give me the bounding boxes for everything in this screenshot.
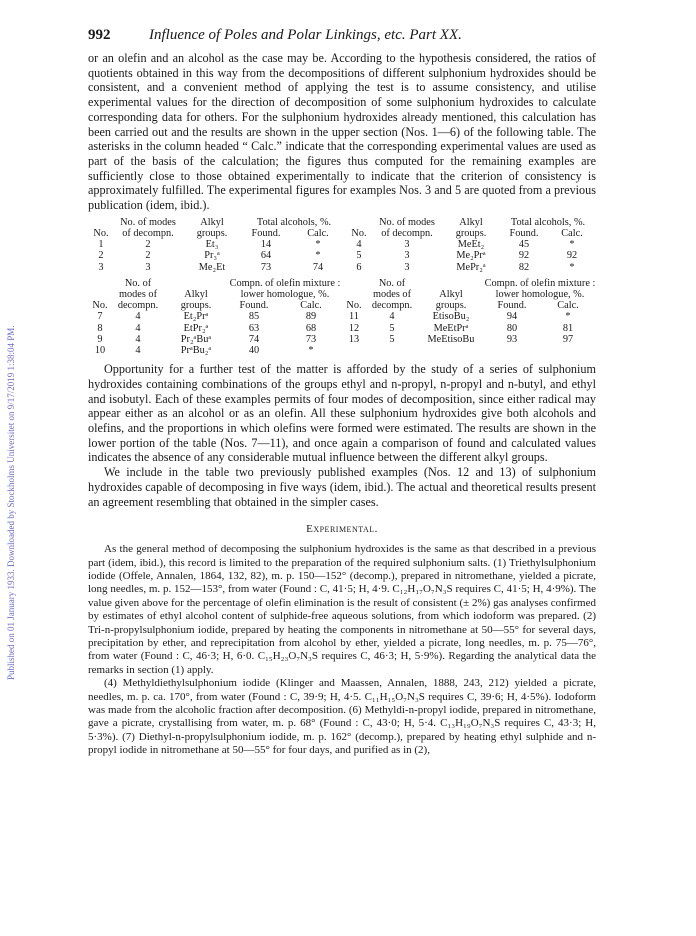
side-note <box>6 200 20 680</box>
page-header <box>78 27 598 47</box>
table-cell: 6 <box>356 261 362 273</box>
table-cell: 3 <box>145 261 151 273</box>
table-cell <box>484 345 540 356</box>
table-cell: 2 <box>145 250 151 262</box>
table-cell: 2 <box>98 250 104 262</box>
table-cell: 73 <box>305 333 317 345</box>
paragraph-2: Opportunity for a further test of the matter is afforded by the study of a series of sulphonium hydroxides containing combinations of the groups ethyl and n-propyl, n-propyl and n-butyl, and ethyl and isobutyl. Each of these examples permits of four modes of decomposition, since either radical may appear either as an alcohol or as an olefin. All these sulphonium hydroxides give both alcohols and olefins, and the proportions in which olefins were formed were estimated. The results are shown in the lower portion of the table (Nos. 7—11), and once again a comparison of found and calculated values indicates the absence of any considerable mutual influence between the different alkyl groups. <box>88 362 596 465</box>
table-cell: No. <box>92 300 108 312</box>
experimental-paragraph-2: (4) Methyldiethylsulphonium iodide (Klinger and Maassen, Annalen, 1888, 243, 212) yielded a picrate, needles, m. p. ca. 170°, from water (Found : C, 39·9; H, 4·5. C₁₁H₁₅O₇N₃S requires C, 39·6; H, 4·5%). Iodoform was made from the alcoholic fraction after decomposition. (6) Methyldi-n-propyl iodide, prepared in nitromethane, gave a picrate, crystallising from water, m. p. 68° (Found : C, 43·0; H, 5·4. C₁₃H₁₉O₇N₃S requires C, 43·3; H, 5·3%). (7) Diethyl-n-propylsulphonium iodide, m. p. 162° (decomp.), prepared by heating ethyl sulphide and n-propyl iodide in nitromethane at 50—55° for four days, and purified as in (2), <box>88 677 596 757</box>
table-cell: 3 <box>404 261 410 273</box>
table-cell: 73 <box>260 261 272 273</box>
table-cell: 4 <box>135 333 141 345</box>
table-cell: 4 <box>389 311 395 323</box>
table-cell: MeEtisoBu <box>427 333 475 345</box>
table-cell: modes of <box>118 288 158 300</box>
table-cell: 97 <box>562 333 574 345</box>
table-cell: 5 <box>389 322 395 334</box>
side-note-text: Published on 01 January 1933. Downloaded by Stockholms Universitet on 9/17/2019 1:38:04 PM. <box>6 325 16 680</box>
experimental-paragraph-1: As the general method of decomposing the sulphonium hydroxides is the same as that described in a previous part (idem, ibid.), this record is limited to the preparation of the required sulphonium salts. (1) Triethylsulphonium iodide (Offele, Annalen, 1864, 132, 82), m. p. 150—152° (decomp.), prepared in nitromethane, yielded a picrate, long needles, m. p. 152—153°, from water (Found : C, 41·5; H, 4·9. C₁₂H₁₇O₇N₃S requires C, 41·5; H, 4·9%). The value given above for the percentage of olefin elimination is the result of consistent (± 2%) gas analyses confirmed by estimates of ethyl alcohol content of sulphide-free aqueous solutions, from which iodoform was prepared. (2) Tri-n-propylsulphonium iodide, prepared by heating the components in nitromethane at 50—55° for several days, precipitation by ether, and reprecipitation from alcohol by ether, yielded a picrate, long needles, m. p. 75—76°, from water (Found : C, 46·3; H, 6·0. C₁₅H₂₃O₇N₃S requires C, 46·3; H, 5·9%). Regarding the analytical data the remarks in section (1) apply. <box>88 543 596 676</box>
table-cell <box>342 289 366 300</box>
table-cell <box>88 289 112 300</box>
table-cell: Et₃ <box>205 239 219 251</box>
table-cell: No. of modes <box>120 216 176 228</box>
table-cell: 45 <box>518 239 530 251</box>
table-row <box>88 323 596 334</box>
table-cell: MeEt₂ <box>457 239 485 251</box>
table-cell <box>418 345 484 356</box>
table-cell: Total alcohols, %. <box>510 216 586 228</box>
table-cell: 4 <box>135 311 141 323</box>
table-cell <box>88 217 114 228</box>
table-cell: * <box>315 250 321 262</box>
table-cell: * <box>308 344 314 356</box>
table-cell: lower homologue, %. <box>240 288 330 300</box>
table-cell: 1 <box>98 239 104 251</box>
table-cell: 40 <box>248 344 260 356</box>
table-cell: 93 <box>506 333 518 345</box>
table-cell: Found. <box>251 227 281 239</box>
table-cell: * <box>569 261 575 273</box>
table-cell: Calc. <box>300 300 322 312</box>
table-cell: Alkyl <box>459 216 483 228</box>
table-upper-header-2 <box>88 228 596 239</box>
running-title: Influence of Poles and Polar Linkings, etc. Part XX. <box>149 27 462 43</box>
table-cell: 2 <box>145 239 151 251</box>
table-cell: 8 <box>97 322 103 334</box>
table-cell: 11 <box>349 311 359 323</box>
table-cell: 5 <box>389 333 395 345</box>
table-cell: 64 <box>260 250 272 262</box>
section-heading-experimental: Experimental. <box>306 523 378 536</box>
table-cell <box>164 278 228 289</box>
table-cell: 12 <box>348 322 360 334</box>
table-cell: PrᵃBu₂ᵃ <box>180 344 212 356</box>
table-cell: No. of <box>378 277 406 289</box>
table-cell: Et₂Prᵃ <box>183 311 209 323</box>
table-cell: Total alcohols, %. <box>256 216 332 228</box>
table-cell: Calc. <box>307 227 329 239</box>
table-row <box>88 262 596 273</box>
table-cell: 9 <box>97 333 103 345</box>
table-cell: Me₂Prᵃ <box>456 250 486 262</box>
table-cell: MePr₂ᵃ <box>456 261 486 273</box>
table-cell: 5 <box>356 250 362 262</box>
table-cell: 80 <box>506 322 518 334</box>
table-cell: of decompn. <box>122 227 174 239</box>
page-number: 992 <box>88 27 111 43</box>
table-cell: Alkyl <box>200 216 224 228</box>
table-lower <box>88 278 596 356</box>
table-cell: Compn. of olefin mixture : <box>229 277 341 289</box>
table-cell: * <box>315 239 321 251</box>
table-cell: No. <box>346 300 362 312</box>
table-cell: * <box>569 239 575 251</box>
table-cell: 3 <box>404 239 410 251</box>
table-cell: No. of modes <box>379 216 435 228</box>
table-cell <box>342 345 366 356</box>
table-row <box>88 311 596 322</box>
table-cell <box>418 278 484 289</box>
table-cell: 85 <box>248 311 260 323</box>
article-body <box>88 51 596 758</box>
table-cell: No. <box>351 227 367 239</box>
table-cell: 92 <box>518 250 530 262</box>
table-row <box>88 239 596 250</box>
paragraph-3: We include in the table two previously published examples (Nos. 12 and 13) of sulphonium hydroxides capable of decomposing in five ways (idem, ibid.). The actual and theoretical results present an agreement resembling that obtained in the simpler cases. <box>88 465 596 509</box>
table-cell: 10 <box>94 344 106 356</box>
table-cell: 74 <box>312 261 324 273</box>
table-row <box>88 345 596 356</box>
table-cell: Found. <box>509 227 539 239</box>
table-cell: No. <box>93 227 109 239</box>
table-cell <box>88 278 112 289</box>
table-cell: groups. <box>435 300 467 312</box>
table-row <box>88 250 596 261</box>
table-cell: groups. <box>196 227 228 239</box>
table-cell: No. of <box>124 277 152 289</box>
table-cell <box>342 278 366 289</box>
table-cell: 68 <box>305 322 317 334</box>
table-cell <box>346 217 372 228</box>
table-cell: 92 <box>566 250 578 262</box>
table-cell: * <box>565 311 571 323</box>
table-cell: 94 <box>506 311 518 323</box>
table-cell: 4 <box>356 239 362 251</box>
paragraph-1: or an olefin and an alcohol as the case may be. According to the hypothesis considered, the ratios of quotients obtained in this way from the decompositions of different sulphonium hydroxides should be consistent, and a convenient method of applying the test is to assume consistency, and utilise experimental values for the direction of decomposition of some sulphonium hydroxides to calculate corresponding data for others. For the sulphonium hydroxides already mentioned, this calculation has been carried out and the results are shown in the upper section (Nos. 1—6) of the following table. The asterisks in the column headed “ Calc.” indicate that the corresponding experimental values are used as part of the basis of the calculation; the figures thus computed for the remaining examples are sufficiently close to those obtained experimentally to indicate that the criterion of consistency is approximately fulfilled. The experimental figures for examples Nos. 3 and 5 are quoted from a previous publication (idem, ibid.). <box>88 51 596 213</box>
table-lower-header-2 <box>88 289 596 300</box>
table-cell: EtPr₂ᵃ <box>183 322 209 334</box>
table-cell: 3 <box>98 261 104 273</box>
table-cell: 74 <box>248 333 260 345</box>
table-cell: Pr₃ᵃ <box>204 250 220 262</box>
table-cell: decompn. <box>371 300 413 312</box>
table-cell: Me₂Et <box>198 261 226 273</box>
table-cell: Found. <box>497 300 527 312</box>
table-cell: Compn. of olefin mixture : <box>484 277 596 289</box>
table-cell: 3 <box>404 250 410 262</box>
experimental-section <box>88 543 596 758</box>
table-cell: 89 <box>305 311 317 323</box>
table-cell: 63 <box>248 322 260 334</box>
table-cell: groups. <box>180 300 212 312</box>
table-cell: 4 <box>135 322 141 334</box>
table-cell: 4 <box>135 344 141 356</box>
table-cell: decompn. <box>117 300 159 312</box>
table-cell: of decompn. <box>381 227 433 239</box>
table-lower-header-1 <box>88 278 596 289</box>
table-cell: Pr₂ᵃBuᵃ <box>180 333 212 345</box>
table-cell: 81 <box>562 322 574 334</box>
table-upper-header-1 <box>88 217 596 228</box>
table-cell <box>366 345 418 356</box>
table-row <box>88 334 596 345</box>
table-cell: 82 <box>518 261 530 273</box>
table-lower-header-3 <box>88 300 596 311</box>
table-cell: 7 <box>97 311 103 323</box>
table-cell <box>540 345 596 356</box>
table-cell: lower homologue, %. <box>495 288 585 300</box>
table-cell: 14 <box>260 239 272 251</box>
table-upper <box>88 217 596 273</box>
table-cell: Found. <box>239 300 269 312</box>
table-cell: EtisoBu₂ <box>432 311 470 323</box>
table-cell: Alkyl <box>184 288 208 300</box>
table-cell: MeEtPrᵃ <box>433 322 469 334</box>
table-cell: Alkyl <box>439 288 463 300</box>
table-cell: Calc. <box>557 300 579 312</box>
table-cell: 13 <box>348 333 360 345</box>
table-cell: Calc. <box>561 227 583 239</box>
table-cell: groups. <box>455 227 487 239</box>
table-cell: modes of <box>372 288 412 300</box>
